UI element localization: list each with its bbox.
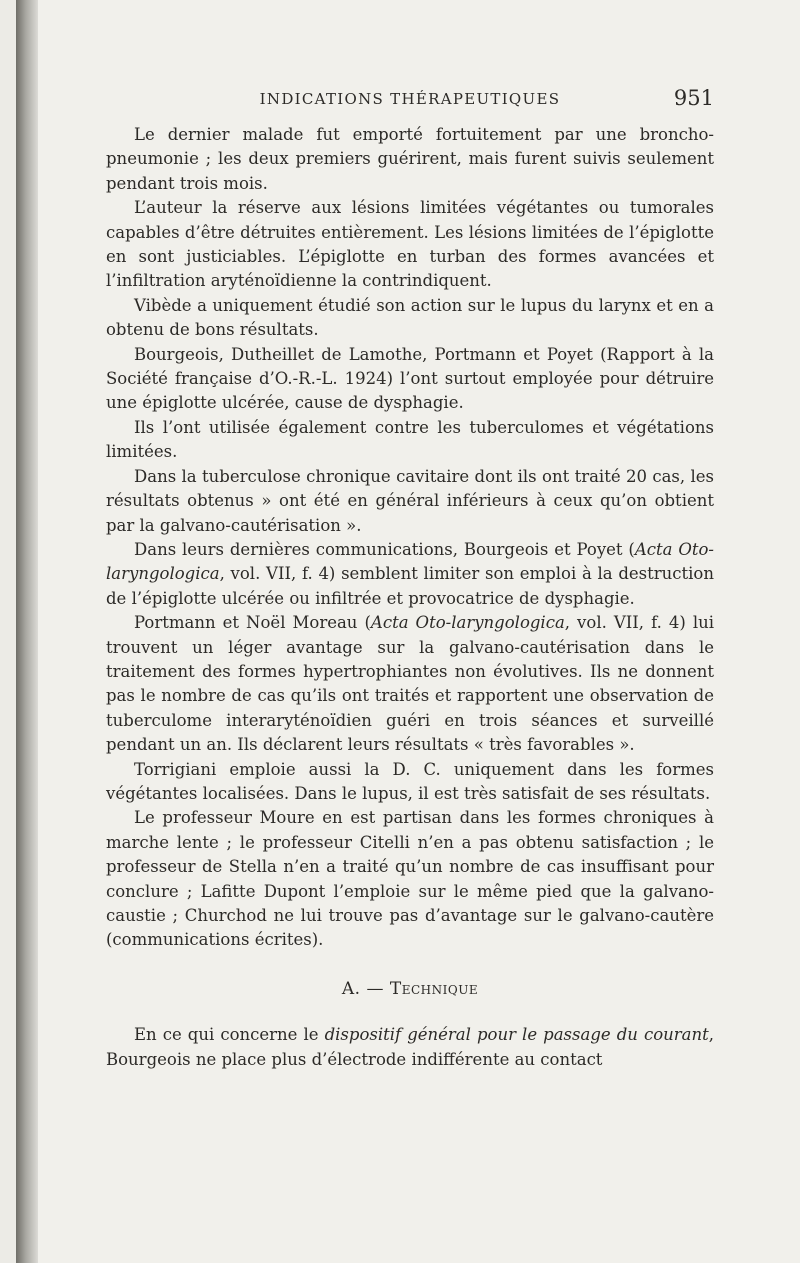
section-label: A. — (341, 978, 384, 999)
paragraph: Dans la tuberculose chronique cavitaire dont ils ont traité 20 cas, les résultats obtenus » ont été en général inférieurs à ceux qu’on obtient par la galvano-cautérisation ». (106, 466, 714, 535)
paragraph: Torrigiani emploie aussi la D. C. uniquement dans les formes végétantes localisées. Dans le lupus, il est très satisfait de ses résultats. (106, 759, 714, 803)
paragraph (106, 538, 714, 611)
paragraph (106, 611, 714, 757)
paragraph (106, 1023, 714, 1072)
text-span: , vol. VII, f. 4) semblent limiter son emploi à la destruction de l’épiglotte ulcérée ou infiltrée et provocatrice de dysphagie. (106, 564, 714, 608)
paragraph: Ils l’ont utilisée également contre les tuberculomes et végétations limitées. (106, 417, 714, 462)
page-header (106, 86, 714, 116)
text-span: En ce qui concerne le (134, 1025, 325, 1045)
paragraph: Bourgeois, Dutheillet de Lamothe, Portmann et Poyet (Rapport à la Société française d’O.-R.-L. 1924) l’ont surtout employée pour détruire une épiglotte ulcérée, cause de dysphagie. (106, 344, 714, 413)
text-span: Dans leurs dernières communications, Bourgeois et Poyet ( (134, 539, 635, 559)
section-heading (106, 977, 714, 1001)
journal-title: Acta Oto-laryngologica (106, 539, 714, 584)
book-page (16, 0, 800, 1263)
paragraph: Le professeur Moure en est partisan dans les formes chroniques à marche lente ; le professeur Citelli n’en a pas obtenu satisfaction ; le professeur de Stella n’en a traité qu’un nombre de cas insuffisant pour conclure ; Lafitte Dupont l’emploie sur le même pied que la galvano-caustie ; Churchod ne lui trouve pas d’avantage sur le galvano-cautère (communications écrites). (106, 808, 714, 950)
text-span: , vol. VII, f. 4) lui trouvent un léger avantage sur la galvano-cautérisation dans le traitement des formes hypertrophiantes non évolutives. Ils ne donnent pas le nombre de cas qu’ils ont traités et rapportent une observation de tuberculome interaryténoïdien guéri en trois séances et surveillé pendant un an. Ils déclarent leurs résultats « très favorables ». (106, 613, 714, 755)
book-spine-shadow (16, 0, 38, 1263)
section-title: Technique (389, 978, 479, 999)
text-span: , Bourgeois ne place plus d’électrode indifférente au contact (106, 1025, 714, 1069)
paragraph: L’auteur la réserve aux lésions limitées végétantes ou tumorales capables d’être détruites entièrement. Les lésions limitées de l’épiglotte en sont justiciables. L’épiglotte en turban des formes avancées et l’infiltration aryténoïdienne la contrindiquent. (106, 198, 714, 291)
journal-title: Acta Oto-laryngologica (370, 613, 565, 633)
page-body (106, 123, 714, 1072)
page-number: 951 (673, 86, 714, 110)
paragraph: Vibède a uniquement étudié son action sur le lupus du larynx et en a obtenu de bons résultats. (106, 295, 714, 340)
italic-phrase: dispositif général pour le passage du courant (324, 1025, 709, 1045)
paragraph: Le dernier malade fut emporté fortuitement par une broncho-pneumonie ; les deux premiers guérirent, mais furent suivis seulement pendant trois mois. (106, 125, 714, 193)
running-title: INDICATIONS THÉRAPEUTIQUES (259, 90, 561, 108)
text-span: Portmann et Noël Moreau ( (134, 613, 371, 633)
